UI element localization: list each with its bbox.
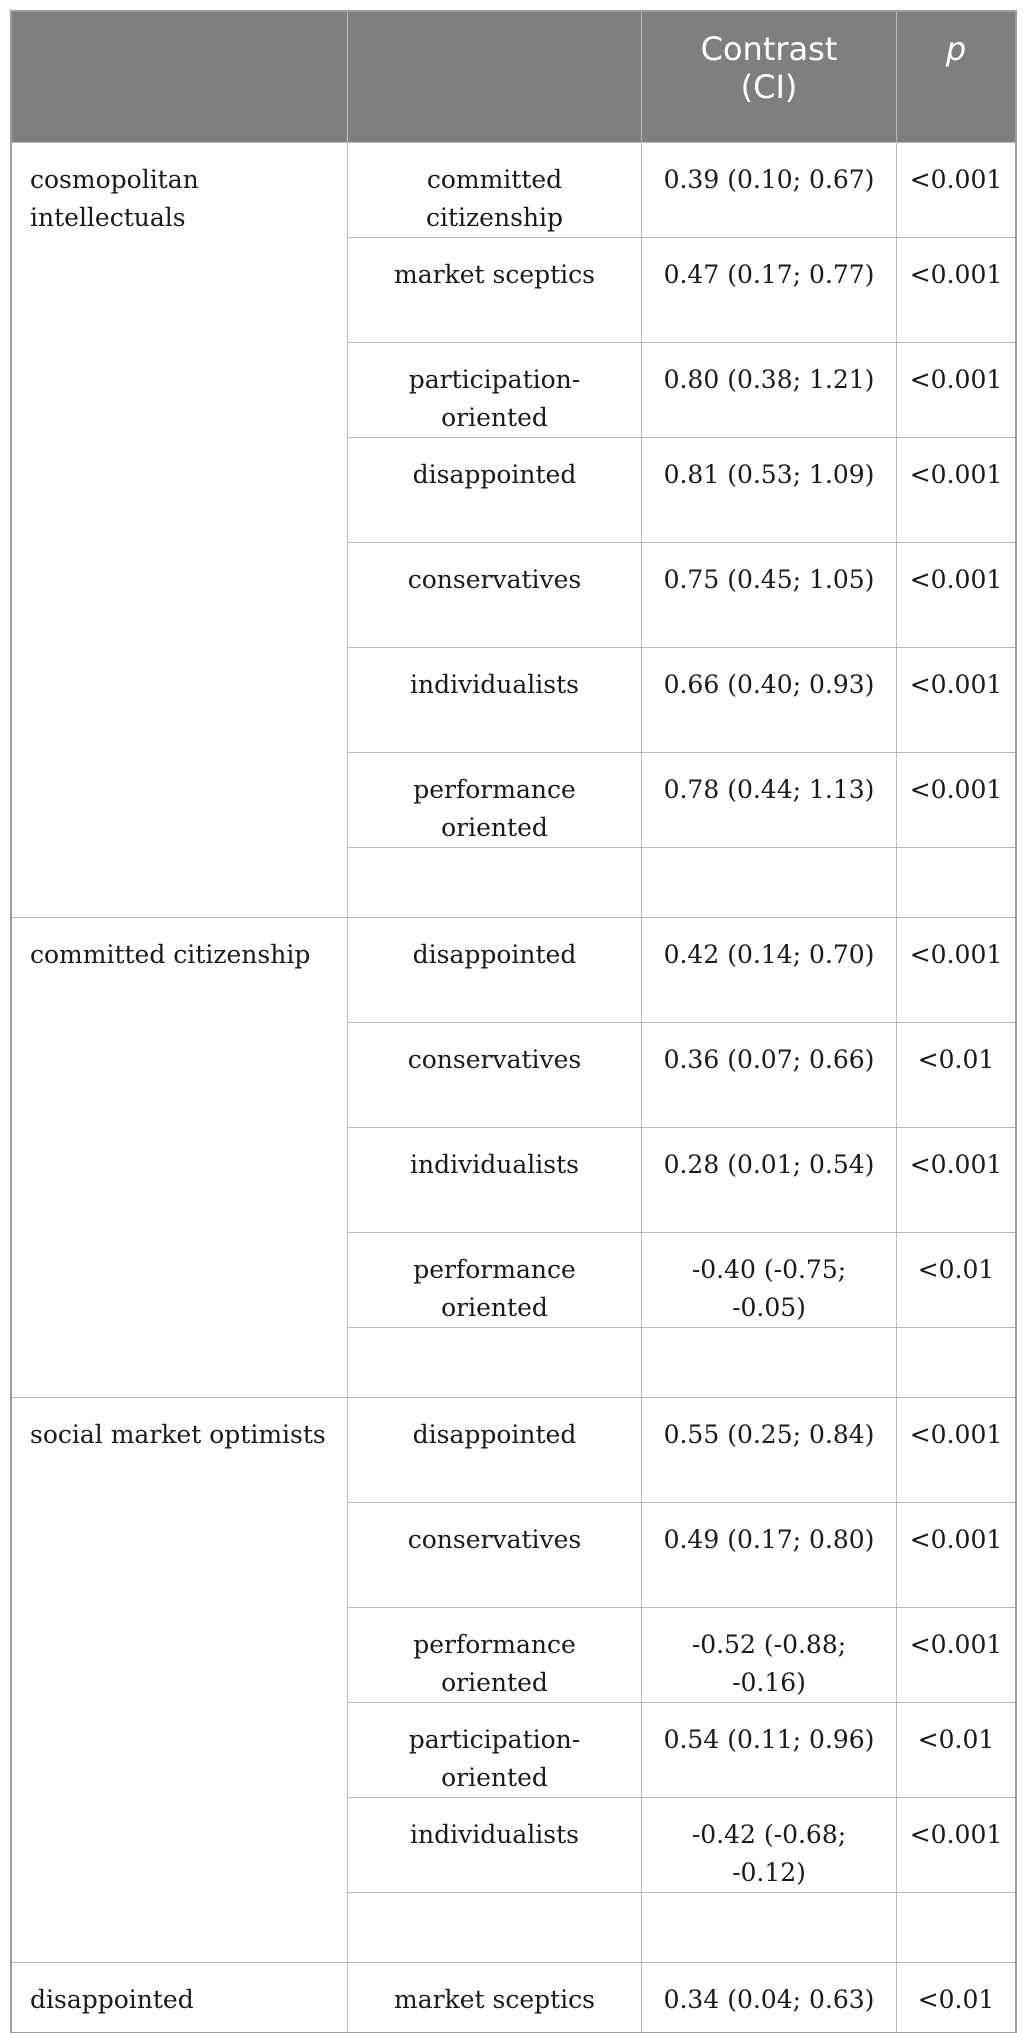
contrast-cell: 0.36 (0.07; 0.66) <box>642 1023 897 1128</box>
p-cell: <0.001 <box>897 753 1016 848</box>
contrast-cell: 0.47 (0.17; 0.77) <box>642 238 897 343</box>
comparison-cell: individualists <box>348 1798 642 1893</box>
contrast-table <box>11 11 1016 2033</box>
contrast-cell: 0.80 (0.38; 1.21) <box>642 343 897 438</box>
contrast-cell: -0.40 (-0.75; -0.05) <box>642 1233 897 1328</box>
comparison-cell: participation-oriented <box>348 1703 642 1798</box>
contrast-cell: 0.34 (0.04; 0.63) <box>642 1963 897 2033</box>
empty-cell <box>348 1328 642 1398</box>
contrast-cell: 0.75 (0.45; 1.05) <box>642 543 897 648</box>
p-cell: <0.001 <box>897 343 1016 438</box>
comparison-cell: participation-oriented <box>348 343 642 438</box>
contrast-cell: 0.54 (0.11; 0.96) <box>642 1703 897 1798</box>
group-label: disappointed <box>12 1963 348 2033</box>
table-header <box>12 12 1016 143</box>
comparison-cell: committed citizenship <box>348 143 642 238</box>
p-cell: <0.001 <box>897 1503 1016 1608</box>
group-label: cosmopolitan intellectuals <box>12 143 348 918</box>
empty-cell <box>897 848 1016 918</box>
contrast-cell: 0.66 (0.40; 0.93) <box>642 648 897 753</box>
p-cell: <0.001 <box>897 1398 1016 1503</box>
group-label: social market optimists <box>12 1398 348 1963</box>
p-cell: <0.001 <box>897 648 1016 753</box>
p-cell: <0.01 <box>897 1703 1016 1798</box>
comparison-cell: individualists <box>348 1128 642 1233</box>
empty-cell <box>897 1328 1016 1398</box>
contrast-cell: 0.28 (0.01; 0.54) <box>642 1128 897 1233</box>
header-contrast <box>642 12 897 143</box>
comparison-cell: performance oriented <box>348 1233 642 1328</box>
empty-cell <box>348 1893 642 1963</box>
p-cell: <0.001 <box>897 918 1016 1023</box>
contrast-cell: -0.52 (-0.88; -0.16) <box>642 1608 897 1703</box>
p-cell: <0.001 <box>897 238 1016 343</box>
header-contrast-label: Contrast (CI) <box>700 30 838 106</box>
p-cell: <0.001 <box>897 543 1016 648</box>
comparison-cell: conservatives <box>348 1023 642 1128</box>
contrast-cell: 0.42 (0.14; 0.70) <box>642 918 897 1023</box>
header-group <box>12 12 348 143</box>
header-comparison <box>348 12 642 143</box>
contrast-cell: 0.78 (0.44; 1.13) <box>642 753 897 848</box>
empty-cell <box>642 1328 897 1398</box>
p-cell: <0.001 <box>897 1608 1016 1703</box>
p-cell: <0.01 <box>897 1233 1016 1328</box>
table-body <box>12 143 1016 2033</box>
comparison-cell: performance oriented <box>348 1608 642 1703</box>
comparison-cell: individualists <box>348 648 642 753</box>
comparison-cell: disappointed <box>348 918 642 1023</box>
p-cell: <0.001 <box>897 1128 1016 1233</box>
empty-cell <box>348 848 642 918</box>
comparison-cell: conservatives <box>348 1503 642 1608</box>
contrast-cell: 0.39 (0.10; 0.67) <box>642 143 897 238</box>
contrast-cell: 0.55 (0.25; 0.84) <box>642 1398 897 1503</box>
contrast-cell: 0.49 (0.17; 0.80) <box>642 1503 897 1608</box>
p-cell: <0.01 <box>897 1963 1016 2033</box>
contrast-cell: -0.42 (-0.68; -0.12) <box>642 1798 897 1893</box>
header-p: p <box>897 12 1016 143</box>
comparison-cell: conservatives <box>348 543 642 648</box>
comparison-cell: disappointed <box>348 438 642 543</box>
contrast-cell: 0.81 (0.53; 1.09) <box>642 438 897 543</box>
p-cell: <0.001 <box>897 143 1016 238</box>
empty-cell <box>897 1893 1016 1963</box>
p-cell: <0.01 <box>897 1023 1016 1128</box>
group-label: committed citizenship <box>12 918 348 1398</box>
comparison-cell: market sceptics <box>348 238 642 343</box>
empty-cell <box>642 848 897 918</box>
p-cell: <0.001 <box>897 1798 1016 1893</box>
comparison-cell: performance oriented <box>348 753 642 848</box>
comparison-cell: market sceptics <box>348 1963 642 2033</box>
empty-cell <box>642 1893 897 1963</box>
comparison-cell: disappointed <box>348 1398 642 1503</box>
p-cell: <0.001 <box>897 438 1016 543</box>
